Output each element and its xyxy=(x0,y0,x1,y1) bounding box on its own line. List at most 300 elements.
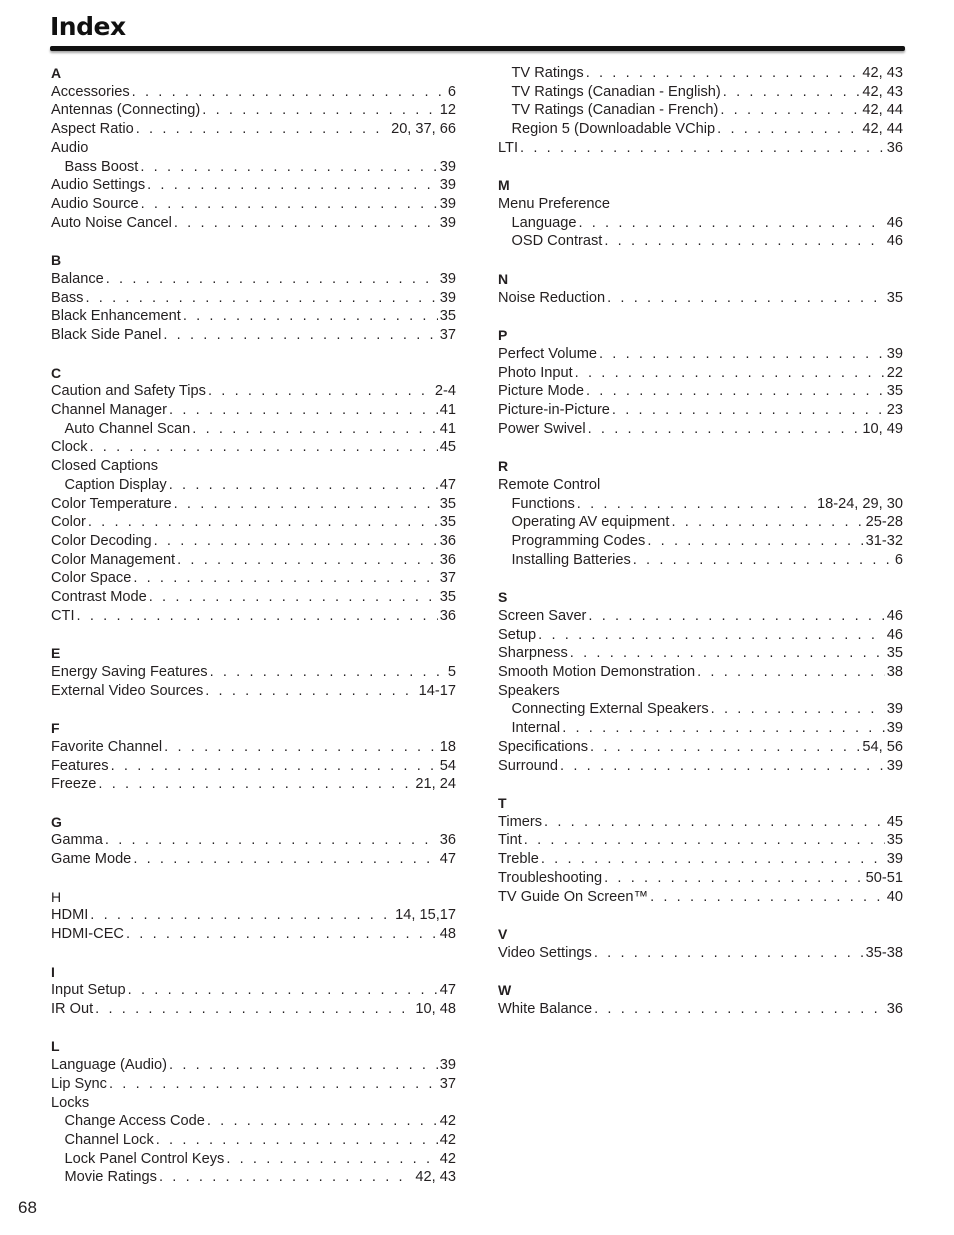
spacer xyxy=(498,438,903,457)
index-entry-surround xyxy=(498,757,903,776)
index-pages: 35 xyxy=(439,308,456,325)
index-entry-cti xyxy=(51,607,456,626)
index-term: Change Access Code xyxy=(64,1113,205,1130)
index-entry-tv-guide-on-screen xyxy=(498,888,903,907)
dot-leader xyxy=(95,1000,413,1019)
spacer xyxy=(498,569,903,588)
index-entry-perfect-volume xyxy=(498,345,903,364)
index-pages: 20, 37, 66 xyxy=(391,121,456,138)
index-term: Audio Settings xyxy=(51,177,146,194)
index-pages: 36 xyxy=(439,607,456,624)
index-term: Smooth Motion Demonstration xyxy=(498,664,696,680)
dot-leader xyxy=(577,495,815,514)
index-pages: 42 xyxy=(439,1113,456,1130)
index-term: Lock Panel Control Keys xyxy=(64,1150,225,1167)
section-letter xyxy=(51,813,456,832)
index-entry-picture-in-picture xyxy=(498,401,903,420)
section-letter-text: L xyxy=(51,1038,60,1055)
section-letter-text: H xyxy=(51,888,62,905)
index-term: Programming Codes xyxy=(511,532,646,549)
index-entry-smooth-motion-demonstration xyxy=(498,663,903,682)
index-term: TV Ratings xyxy=(511,65,584,81)
dot-leader xyxy=(133,569,437,588)
index-pages: 39 xyxy=(439,214,456,231)
dot-leader xyxy=(544,813,885,832)
index-pages: 35 xyxy=(886,289,903,306)
section-letter-text: G xyxy=(51,813,62,830)
index-entry-game-mode xyxy=(51,850,456,869)
section-letter xyxy=(498,981,903,1000)
dot-leader xyxy=(524,831,885,850)
index-term: Antennas (Connecting) xyxy=(51,102,201,119)
dot-leader xyxy=(90,438,438,457)
index-pages: 46 xyxy=(886,607,903,624)
dot-leader xyxy=(578,214,884,233)
index-term: Operating AV equipment xyxy=(511,514,670,531)
section-letter xyxy=(51,963,456,982)
index-entry-video-settings xyxy=(498,944,903,963)
section-letter xyxy=(51,1037,456,1056)
index-entry-sharpness xyxy=(498,644,903,663)
index-pages: 37 xyxy=(439,327,456,344)
index-entry-antennas-connecting xyxy=(51,101,456,120)
index-pages: 14, 15,17 xyxy=(395,907,456,924)
index-entry-black-side-panel xyxy=(51,326,456,345)
section-letter-text: B xyxy=(51,252,62,269)
index-entry-black-enhancement xyxy=(51,307,456,326)
index-pages: 36 xyxy=(439,532,456,549)
index-pages: 39 xyxy=(439,158,456,175)
dot-leader xyxy=(671,513,863,532)
dot-leader xyxy=(164,738,438,757)
index-pages: 42, 43 xyxy=(862,83,903,100)
index-entry-movie-ratings xyxy=(51,1168,456,1187)
index-pages: 31-32 xyxy=(865,532,903,549)
index-term: Surround xyxy=(498,757,559,774)
dot-leader xyxy=(105,831,438,850)
section-letter-text: A xyxy=(51,65,62,81)
index-entry-lip-sync xyxy=(51,1075,456,1094)
index-entry-screen-saver xyxy=(498,607,903,626)
index-pages: 46 xyxy=(886,626,903,643)
index-pages: 46 xyxy=(886,214,903,231)
index-pages: 6 xyxy=(447,83,456,100)
dot-leader xyxy=(717,120,860,139)
index-entry-installing-batteries xyxy=(498,551,903,570)
index-entry-lti xyxy=(498,139,903,158)
dot-leader xyxy=(169,476,438,495)
section-letter xyxy=(51,644,456,663)
index-entry-contrast-mode xyxy=(51,588,456,607)
dot-leader xyxy=(575,364,885,383)
dot-leader xyxy=(588,420,861,439)
dot-leader xyxy=(111,757,438,776)
index-term: TV Guide On Screen™ xyxy=(498,888,649,905)
index-term: Audio xyxy=(51,139,89,156)
index-term: Input Setup xyxy=(51,982,126,999)
index-entry-tv-ratings xyxy=(498,64,903,83)
dot-leader xyxy=(126,925,438,944)
index-pages: 22 xyxy=(886,364,903,381)
dot-leader xyxy=(720,101,860,120)
dot-leader xyxy=(163,326,437,345)
index-term: Installing Batteries xyxy=(511,551,631,568)
index-term: Functions xyxy=(511,495,575,512)
index-pages: 54 xyxy=(439,757,456,774)
spacer xyxy=(51,700,456,719)
index-term: Treble xyxy=(498,851,539,868)
index-pages: 36 xyxy=(439,551,456,568)
index-pages: 47 xyxy=(439,476,456,493)
section-letter-text: S xyxy=(498,589,508,606)
index-term: Tint xyxy=(498,832,522,849)
dot-leader xyxy=(88,513,438,532)
index-term: Language xyxy=(511,214,577,231)
index-entry-change-access-code xyxy=(51,1112,456,1131)
index-term: Troubleshooting xyxy=(498,869,603,886)
index-pages: 42, 44 xyxy=(862,102,903,119)
dot-leader xyxy=(202,101,437,120)
dot-leader xyxy=(570,644,885,663)
index-pages: 18 xyxy=(439,738,456,755)
index-entry-auto-channel-scan xyxy=(51,420,456,439)
index-entry-ir-out xyxy=(51,1000,456,1019)
dot-leader xyxy=(586,64,861,83)
index-term: Color Decoding xyxy=(51,532,152,549)
index-pages: 35 xyxy=(886,832,903,849)
index-term: Region 5 (Downloadable VChip xyxy=(511,121,716,138)
index-entry-treble xyxy=(498,850,903,869)
index-term: Features xyxy=(51,757,109,774)
index-entry-energy-saving-features xyxy=(51,663,456,682)
index-entry-setup xyxy=(498,626,903,645)
index-pages: 35 xyxy=(439,495,456,512)
index-column-right xyxy=(498,64,903,1019)
index-term: Color xyxy=(51,514,86,531)
index-entry-specifications xyxy=(498,738,903,757)
section-letter-text: N xyxy=(498,270,509,287)
index-entry-tv-ratings-canadian-english xyxy=(498,83,903,102)
index-pages: 40 xyxy=(886,888,903,905)
index-entry-white-balance xyxy=(498,1000,903,1019)
spacer xyxy=(498,963,903,982)
index-term: HDMI-CEC xyxy=(51,926,124,943)
index-entry-troubleshooting xyxy=(498,869,903,888)
index-term: Game Mode xyxy=(51,851,132,868)
index-term: Setup xyxy=(498,626,537,643)
dot-leader xyxy=(208,382,433,401)
dot-leader xyxy=(586,382,885,401)
index-pages: 2-4 xyxy=(434,383,456,400)
index-term: Power Swivel xyxy=(498,420,586,437)
dot-leader xyxy=(141,195,438,214)
index-term: Balance xyxy=(51,270,104,287)
spacer xyxy=(51,944,456,963)
spacer xyxy=(498,307,903,326)
index-entry-hdmi-cec xyxy=(51,925,456,944)
index-term: LTI xyxy=(498,139,519,156)
index-entry-caution-and-safety-tips xyxy=(51,382,456,401)
index-term: Lip Sync xyxy=(51,1075,107,1092)
index-pages: 35 xyxy=(439,514,456,531)
index-pages: 54, 56 xyxy=(862,738,903,755)
index-heading-locks xyxy=(51,1094,456,1113)
index-entry-bass xyxy=(51,289,456,308)
index-term: Accessories xyxy=(51,83,130,100)
index-term: Internal xyxy=(511,720,561,737)
index-entry-balance xyxy=(51,270,456,289)
dot-leader xyxy=(174,214,438,233)
section-letter-text: R xyxy=(498,458,509,475)
index-term: Photo Input xyxy=(498,364,573,381)
dot-leader xyxy=(697,663,885,682)
section-letter-text: P xyxy=(498,327,508,344)
index-pages: 50-51 xyxy=(865,869,903,886)
dot-leader xyxy=(538,626,885,645)
index-term: Freeze xyxy=(51,776,97,793)
index-pages: 6 xyxy=(894,551,903,568)
dot-leader xyxy=(560,757,885,776)
index-term: Color Space xyxy=(51,570,132,587)
section-letter xyxy=(498,326,903,345)
section-letter-text: E xyxy=(51,645,61,662)
dot-leader xyxy=(607,289,885,308)
index-term: Closed Captions xyxy=(51,458,159,475)
dot-leader xyxy=(156,1131,438,1150)
index-pages: 45 xyxy=(439,439,456,456)
index-term: Bass Boost xyxy=(64,158,139,175)
index-term: Specifications xyxy=(498,738,589,755)
index-pages: 36 xyxy=(439,832,456,849)
index-pages: 35 xyxy=(886,383,903,400)
dot-leader xyxy=(147,176,438,195)
index-term: Favorite Channel xyxy=(51,738,163,755)
dot-leader xyxy=(541,850,885,869)
dot-leader xyxy=(177,551,438,570)
index-entry-external-video-sources xyxy=(51,682,456,701)
index-pages: 41 xyxy=(439,401,456,418)
index-entry-lock-panel-control-keys xyxy=(51,1150,456,1169)
dot-leader xyxy=(192,420,438,439)
index-term: Contrast Mode xyxy=(51,589,147,606)
dot-leader xyxy=(650,888,885,907)
dot-leader xyxy=(98,775,413,794)
spacer xyxy=(51,794,456,813)
index-pages: 10, 49 xyxy=(862,420,903,437)
dot-leader xyxy=(205,682,416,701)
index-entry-favorite-channel xyxy=(51,738,456,757)
index-term: Video Settings xyxy=(498,944,592,961)
index-entry-channel-manager xyxy=(51,401,456,420)
index-entry-audio-source xyxy=(51,195,456,214)
dot-leader xyxy=(159,1168,413,1187)
index-pages: 42, 43 xyxy=(415,1169,456,1186)
index-pages: 45 xyxy=(886,813,903,830)
index-term: IR Out xyxy=(51,1000,94,1017)
dot-leader xyxy=(77,607,438,626)
index-term: Clock xyxy=(51,439,88,456)
index-term: Movie Ratings xyxy=(64,1169,157,1186)
index-pages: 36 xyxy=(886,139,903,156)
spacer xyxy=(498,251,903,270)
section-letter xyxy=(51,719,456,738)
index-entry-audio-settings xyxy=(51,176,456,195)
dot-leader xyxy=(149,588,438,607)
section-letter xyxy=(498,457,903,476)
title-rule xyxy=(50,46,905,51)
index-pages: 42 xyxy=(439,1131,456,1148)
dot-leader xyxy=(520,139,885,158)
index-entry-color-management xyxy=(51,551,456,570)
page-title: Index xyxy=(50,12,126,41)
index-term: Audio Source xyxy=(51,196,139,213)
index-entry-osd-contrast xyxy=(498,232,903,251)
index-term: Picture-in-Picture xyxy=(498,401,610,418)
index-entry-photo-input xyxy=(498,364,903,383)
section-letter-text: C xyxy=(51,364,62,381)
dot-leader xyxy=(106,270,438,289)
section-letter xyxy=(51,364,456,383)
index-pages: 35 xyxy=(439,589,456,606)
index-entry-region-5-downloadable-vchip xyxy=(498,120,903,139)
dot-leader xyxy=(594,944,864,963)
index-term: Energy Saving Features xyxy=(51,664,208,680)
index-entry-noise-reduction xyxy=(498,289,903,308)
dot-leader xyxy=(174,495,438,514)
index-entry-language xyxy=(498,214,903,233)
dot-leader xyxy=(169,401,438,420)
index-term: OSD Contrast xyxy=(511,233,603,250)
index-entry-accessories xyxy=(51,83,456,102)
index-term: Aspect Ratio xyxy=(51,121,134,138)
spacer xyxy=(51,869,456,888)
index-term: Black Enhancement xyxy=(51,308,181,325)
index-entry-bass-boost xyxy=(51,158,456,177)
dot-leader xyxy=(128,981,438,1000)
section-letter-text: T xyxy=(498,795,507,812)
index-entry-clock xyxy=(51,438,456,457)
index-term: Menu Preference xyxy=(498,196,610,213)
index-pages: 18-24, 29, 30 xyxy=(816,495,903,512)
index-term: Color Management xyxy=(51,551,176,568)
section-letter xyxy=(51,251,456,270)
section-letter xyxy=(498,794,903,813)
index-term: External Video Sources xyxy=(51,682,204,699)
index-pages: 46 xyxy=(886,233,903,250)
dot-leader xyxy=(210,663,446,682)
index-entry-tv-ratings-canadian-french xyxy=(498,101,903,120)
index-heading-menu-preference xyxy=(498,195,903,214)
spacer xyxy=(498,158,903,177)
index-pages: 39 xyxy=(886,701,903,718)
index-pages: 39 xyxy=(439,270,456,287)
index-pages: 14-17 xyxy=(418,682,456,699)
section-letter xyxy=(498,176,903,195)
index-pages: 42 xyxy=(439,1150,456,1167)
dot-leader xyxy=(612,401,885,420)
index-pages: 37 xyxy=(439,570,456,587)
page-number: 68 xyxy=(18,1198,37,1217)
index-entry-tint xyxy=(498,831,903,850)
index-heading-remote-control xyxy=(498,476,903,495)
index-entry-picture-mode xyxy=(498,382,903,401)
index-term: Noise Reduction xyxy=(498,289,606,306)
spacer xyxy=(51,1019,456,1038)
dot-leader xyxy=(90,906,393,925)
dot-leader xyxy=(109,1075,438,1094)
spacer xyxy=(51,232,456,251)
dot-leader xyxy=(594,1000,885,1019)
index-pages: 23 xyxy=(886,401,903,418)
index-pages: 41 xyxy=(439,420,456,437)
index-heading-audio xyxy=(51,139,456,158)
section-letter-text: I xyxy=(51,963,55,980)
index-pages: 10, 48 xyxy=(415,1000,456,1017)
index-entry-functions xyxy=(498,495,903,514)
index-heading-closed-captions xyxy=(51,457,456,476)
index-term: HDMI xyxy=(51,907,89,924)
index-column-left xyxy=(51,64,456,1187)
dot-leader xyxy=(562,719,885,738)
index-entry-color xyxy=(51,513,456,532)
index-pages: 39 xyxy=(439,177,456,194)
index-entry-color-decoding xyxy=(51,532,456,551)
index-term: Picture Mode xyxy=(498,383,584,400)
dot-leader xyxy=(183,307,438,326)
index-pages: 39 xyxy=(439,289,456,306)
index-entry-connecting-external-speakers xyxy=(498,700,903,719)
index-entry-language-audio xyxy=(51,1056,456,1075)
section-letter xyxy=(51,888,456,907)
index-term: CTI xyxy=(51,607,75,624)
dot-leader xyxy=(136,120,389,139)
dot-leader xyxy=(711,700,885,719)
index-pages: 21, 24 xyxy=(415,776,456,793)
dot-leader xyxy=(132,83,446,102)
index-term: Color Temperature xyxy=(51,495,172,512)
index-pages: 39 xyxy=(439,1057,456,1074)
index-term: Speakers xyxy=(498,682,560,699)
dot-leader xyxy=(723,83,861,102)
index-pages: 39 xyxy=(439,196,456,213)
index-pages: 12 xyxy=(439,102,456,119)
index-term: Channel Manager xyxy=(51,401,168,418)
index-pages: 39 xyxy=(886,851,903,868)
index-pages: 38 xyxy=(886,664,903,680)
index-pages: 48 xyxy=(439,926,456,943)
section-letter xyxy=(498,588,903,607)
index-entry-caption-display xyxy=(51,476,456,495)
index-term: TV Ratings (Canadian - English) xyxy=(511,83,721,100)
index-entry-programming-codes xyxy=(498,532,903,551)
index-entry-channel-lock xyxy=(51,1131,456,1150)
spacer xyxy=(498,906,903,925)
index-pages: 47 xyxy=(439,851,456,868)
index-entry-hdmi xyxy=(51,906,456,925)
index-pages: 36 xyxy=(886,1000,903,1017)
section-letter xyxy=(498,270,903,289)
spacer xyxy=(498,775,903,794)
index-term: Timers xyxy=(498,813,543,830)
dot-leader xyxy=(599,345,885,364)
spacer xyxy=(51,345,456,364)
index-term: Black Side Panel xyxy=(51,327,162,344)
index-term: Sharpness xyxy=(498,645,568,662)
index-term: Channel Lock xyxy=(64,1131,154,1148)
index-entry-gamma xyxy=(51,831,456,850)
index-term: TV Ratings (Canadian - French) xyxy=(511,102,719,119)
index-term: White Balance xyxy=(498,1000,593,1017)
